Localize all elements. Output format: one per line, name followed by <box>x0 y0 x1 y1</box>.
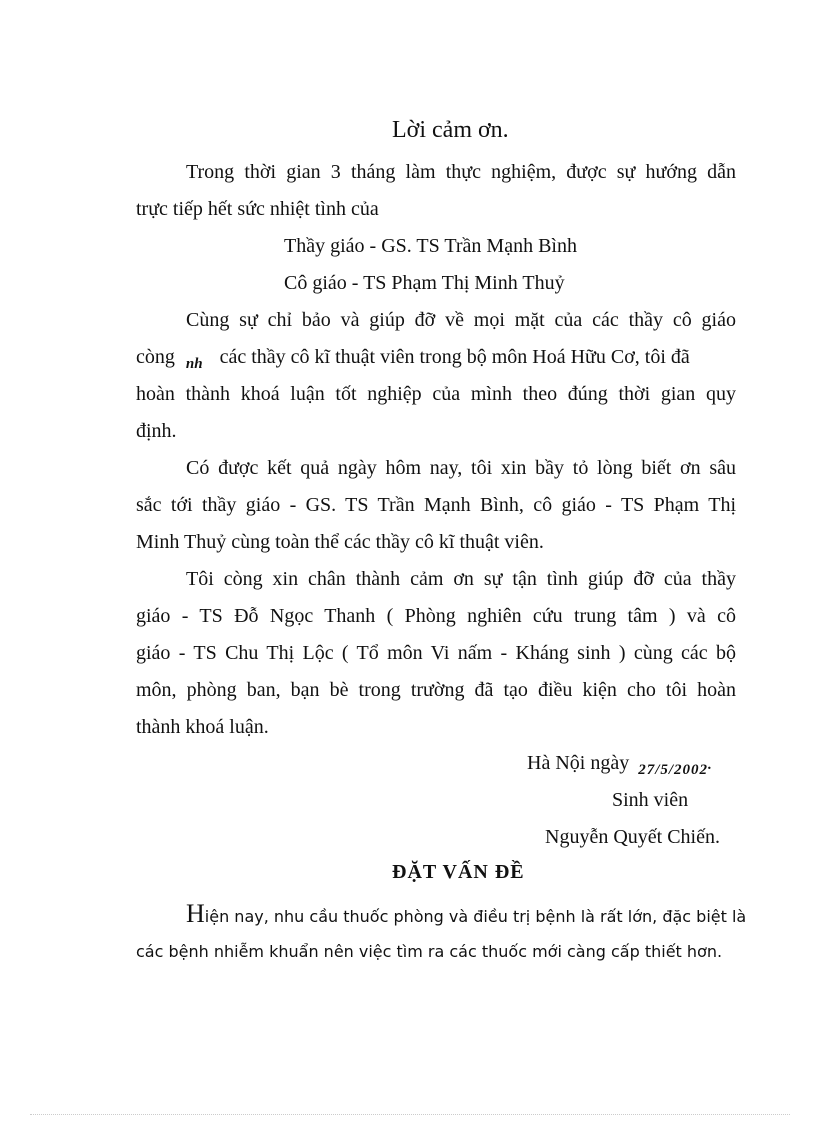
para1-line1: Trong thời gian 3 tháng làm thực nghiệm, được sự hướng dẫn <box>186 161 736 183</box>
intro-line1-rest: iện nay, nhu cầu thuốc phòng và điều trị bệnh là rất lớn, đặc biệt là <box>204 907 747 926</box>
page-title: Lời cảm ơn. <box>392 117 509 143</box>
intro-line1 <box>186 899 747 929</box>
para3-line1: Có được kết quả ngày hôm nay, tôi xin bầy tỏ lòng biết ơn sâu <box>186 457 736 479</box>
signature-role: Sinh viên <box>612 789 689 811</box>
para4-line1: Tôi còng xin chân thành cảm ơn sự tận tình giúp đỡ của thầy <box>186 568 736 590</box>
para2-line2 <box>136 345 736 371</box>
supervisor-2: Cô giáo - TS Phạm Thị Minh Thuỷ <box>284 272 565 294</box>
intro-line2: các bệnh nhiễm khuẩn nên việc tìm ra các thuốc mới càng cấp thiết hơn. <box>136 942 723 961</box>
signature-date: 27/5/2002 <box>638 762 709 778</box>
para2-line2-start: còng <box>136 346 175 368</box>
para2-line3: hoàn thành khoá luận tốt nghiệp của mình theo đúng thời gian quy <box>136 383 736 405</box>
supervisor-1: Thầy giáo - GS. TS Trần Mạnh Bình <box>284 235 577 257</box>
signature-name: Nguyễn Quyết Chiến. <box>545 826 720 848</box>
para2-line1: Cùng sự chỉ bảo và giúp đỡ về mọi mặt của các thầy cô giáo <box>186 309 736 331</box>
para3-line3: Minh Thuỷ cùng toàn thể các thầy cô kĩ thuật viên. <box>136 531 544 553</box>
para4-line2: giáo - TS Đỗ Ngọc Thanh ( Phòng nghiên cứu trung tâm ) và cô <box>136 605 736 627</box>
para2-inserted-text: nh <box>185 356 203 372</box>
para2-line4: định. <box>136 420 177 442</box>
para4-line3: giáo - TS Chu Thị Lộc ( Tổ môn Vi nấm - Kháng sinh ) cùng các bộ <box>136 642 736 664</box>
signature-place: Hà Nội ngày <box>527 752 630 774</box>
page-bottom-divider <box>30 1114 790 1115</box>
signature-date-end: . <box>708 757 712 773</box>
section-heading: ĐẶT VẤN ĐỀ <box>392 861 525 883</box>
para2-line2-rest: các thầy cô kĩ thuật viên trong bộ môn Hoá Hữu Cơ, tôi đã <box>219 346 690 368</box>
signature-place-date <box>527 751 712 777</box>
intro-first-letter: H <box>186 899 205 928</box>
para4-line4: môn, phòng ban, bạn bè trong trường đã tạo điều kiện cho tôi hoàn <box>136 679 736 701</box>
para4-line5: thành khoá luận. <box>136 716 269 738</box>
para3-line2: sắc tới thầy giáo - GS. TS Trần Mạnh Bình, cô giáo - TS Phạm Thị <box>136 494 736 516</box>
para1-line2: trực tiếp hết sức nhiệt tình của <box>136 198 379 220</box>
